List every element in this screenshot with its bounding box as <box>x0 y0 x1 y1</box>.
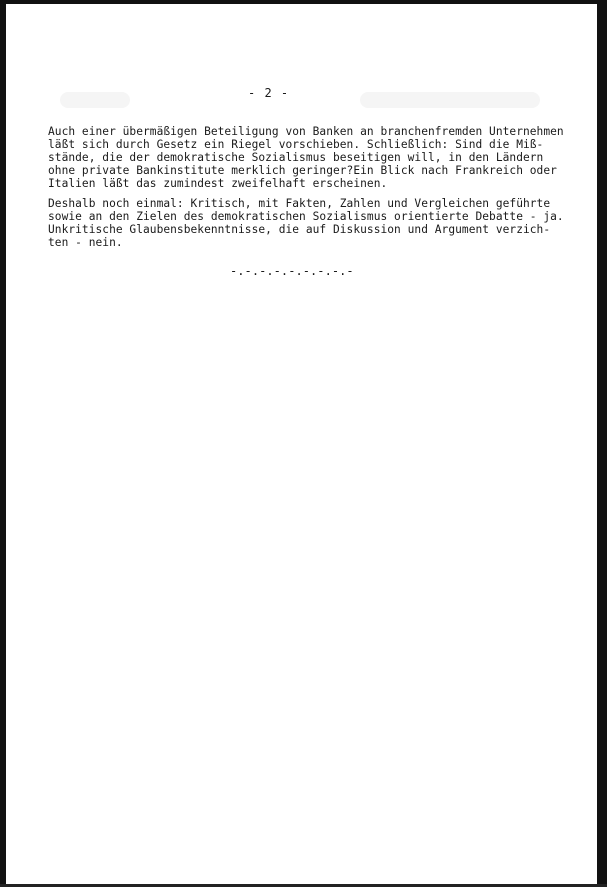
text-line: ohne private Bankinstitute merklich geringer?Ein Blick nach Frankreich oder <box>48 164 557 177</box>
page-number: - 2 - <box>248 86 290 100</box>
bleed-through-smudge <box>60 92 130 108</box>
end-separator: -.-.-.-.-.-.-.-.- <box>230 264 354 278</box>
text-line: Deshalb noch einmal: Kritisch, mit Fakten, Zahlen und Vergleichen geführte <box>48 197 551 210</box>
scan-border-left <box>0 0 6 887</box>
text-line: Unkritische Glaubensbekenntnisse, die auf Diskussion und Argument verzich- <box>48 223 551 236</box>
paragraph-2 <box>48 197 603 249</box>
paragraph-1 <box>48 125 603 190</box>
bleed-through-smudge <box>360 92 540 108</box>
text-line: ten - nein. <box>48 236 123 249</box>
text-line: Auch einer übermäßigen Beteiligung von Banken an branchenfremden Unternehmen <box>48 125 564 138</box>
text-line: läßt sich durch Gesetz ein Riegel vorschieben. Schließlich: Sind die Miß- <box>48 138 544 151</box>
scan-border-top <box>0 0 607 4</box>
text-line: sowie an den Zielen des demokratischen Sozialismus orientierte Debatte - ja. <box>48 210 564 223</box>
text-line: Italien läßt das zumindest zweifelhaft erscheinen. <box>48 177 388 190</box>
text-line: stände, die der demokratische Sozialismus beseitigen will, in den Ländern <box>48 151 544 164</box>
